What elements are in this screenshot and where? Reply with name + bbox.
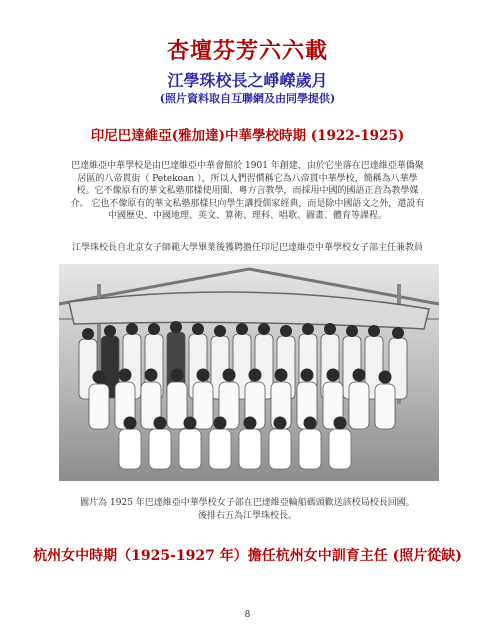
photo-caption (0, 497, 495, 523)
section-paragraph: 巴達維亞中華學校是由巴達維亞中華會館於 1901 年創建，由於它坐落在巴達維亞華僑聚居區的八帝貫街（ Petekoan ），所以人們習慣稱它為八帝貫中華學校，簡稱為八華學校。它不像原有的華文私塾那樣使用閩、粵方言教學，而採用中國的國語正音為教學媒介。 它也不像原有的華文私塾那樣只向學生講授儒家經典，而是除中國語文之外，還設有中國歷史、中國地理、英文、算術、理科、唱歌、圖畫、體育等課程。 (70, 161, 425, 221)
source-note: (照片資料取自互聯網及由同學提供) (159, 92, 336, 105)
photo-intro: 江學珠校長自北京女子師範大學畢業後獲聘擔任印尼巴達維亞中華學校女子部主任兼教員 (71, 243, 423, 253)
page-subtitle: 江學珠校長之崢嶸歲月 (167, 71, 328, 90)
group-photo (59, 264, 439, 481)
section-heading-indonesia: 印尼巴達維亞(雅加達)中華學校時期 (1922-1925) (90, 128, 405, 144)
group-photo-image (59, 264, 439, 481)
photo-caption-line-1: 圖片為 1925 年巴達維亞中華學校女子部在巴達維亞輪船碼頭歡送該校局校長回國。 (80, 498, 415, 508)
page-number: 8 (244, 610, 251, 620)
page-title: 杏壇芬芳六六載 (166, 38, 328, 64)
section-heading-hangzhou: 杭州女中時期（1925-1927 年）擔任杭州女中訓育主任 (照片從缺) (33, 548, 462, 564)
photo-caption-line-2: 後排右五為江學珠校長。 (197, 511, 297, 521)
